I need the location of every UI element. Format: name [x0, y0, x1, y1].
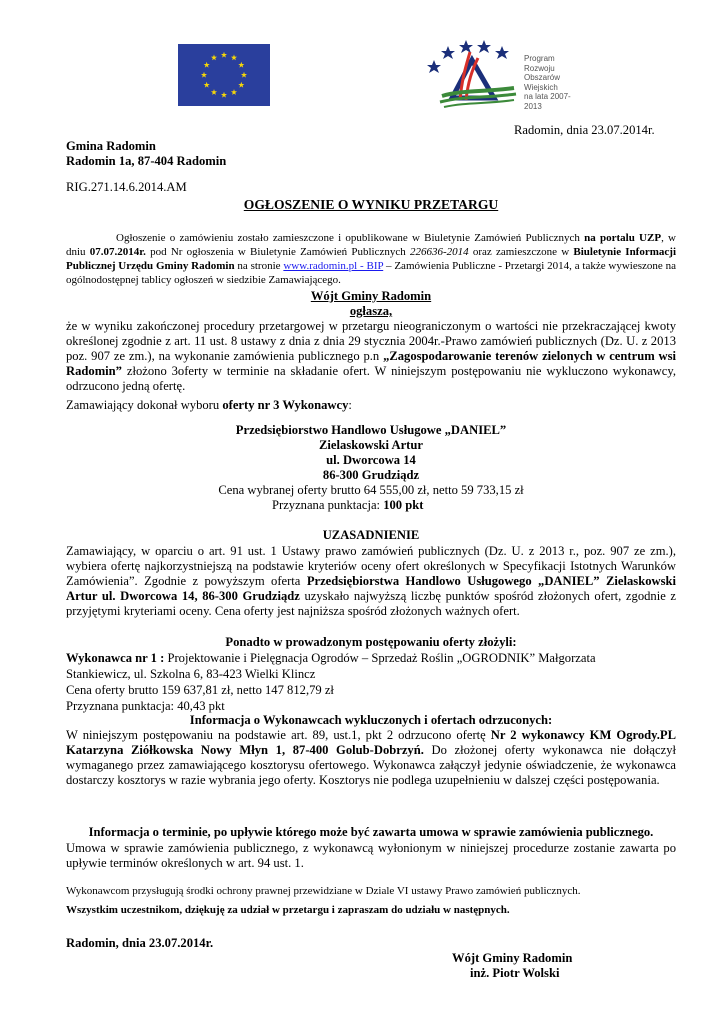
- winner-street: ul. Dworcowa 14: [326, 453, 416, 467]
- intro-bip: Biuletynie Informacji Publicznej Urzędu Gminy Radomin: [66, 246, 676, 272]
- prow-line: Obszarów: [524, 73, 561, 82]
- contract-paragraph: Umowa w sprawie zamówienia publicznego, z wykonawcą wyłonionym w niniejszej procedurze zostanie zawarta po upływie terminów określonych w art. 94 ust. 1.: [66, 841, 676, 870]
- justification-text: Zamawiający, w oparciu o art. 91 ust. 1 Ustawy prawo zamówień publicznych (Dz. U. z 2013 r., poz. 907 ze zm.), wybiera ofertę najkorzystniejszą na podstawie kryteriów oceny ofert określonych w Specyfikacji Istotnych Warunków Zamówienia”. Zgodnie z powyższym oferta: [66, 544, 676, 588]
- intro-text: , w dniu: [66, 232, 676, 258]
- intro-text: na stronie: [234, 260, 284, 272]
- other-offer-price: Cena oferty brutto 159 637,81 zł, netto 147 812,79 zł: [66, 683, 334, 697]
- points-label: Przyznana punktacja:: [272, 498, 384, 512]
- announce-verb: ogłasza,: [349, 304, 393, 318]
- prow-text: [524, 54, 572, 111]
- other-offer-label: Wykonawca nr 1 :: [66, 651, 165, 665]
- footer-place-date: Radomin, dnia 23.07.2014r.: [66, 936, 214, 950]
- procedure-text: złożono 3oferty w terminie na składanie ofert. W niniejszym postępowaniu nie wykluczono wykonawcy, odrzucono jedną ofertę.: [66, 364, 676, 393]
- prow-emblem-icon: [422, 38, 522, 110]
- prow-line: na lata 2007-2013: [524, 92, 571, 111]
- excluded-paragraph: [66, 728, 676, 788]
- intro-paragraph: [66, 231, 676, 287]
- other-offer-line2: Stankiewicz, ul. Szkolna 6, 83-423 Wielki Klincz: [66, 667, 316, 681]
- other-offer-text: Projektowanie i Pielęgnacja Ogrodów – Sprzedaż Roślin „OGRODNIK” Małgorzata: [164, 651, 596, 665]
- selection-text: :: [348, 398, 352, 412]
- intro-date: 07.07.2014r.: [89, 246, 146, 258]
- procedure-paragraph: [66, 319, 676, 394]
- excluded-text: Do złożonej oferty wykonawca nie dołączył wymaganego przez zamawiającego kosztorysu ofertowego. Wykonawca załączył jedynie oświadczenie, że wykonawca dostarczy kosztorys w razie wybrania jego oferty. Kosztorys nie podlega uzupełnieniu w dalszej części postępowania.: [66, 743, 676, 787]
- legal-remedies: Wykonawcom przysługują środki ochrony prawnej przewidziane w Dziale VI ustawy Prawo zamówień publicznych.: [66, 885, 581, 897]
- excluded-offer: Nr 2 wykonawcy KM Ogrody.PL Katarzyna Ziółkowska Nowy Młyn 1, 87-400 Golub-Dobrzyń.: [66, 728, 677, 757]
- contract-heading: Informacja o terminie, po upływie którego może być zawarta umowa w sprawie zamówienia publicznego.: [88, 825, 654, 839]
- org-address: Radomin 1a, 87-404 Radomin: [66, 154, 227, 168]
- winner-price: Cena wybranej oferty brutto 64 555,00 zł, netto 59 733,15 zł: [218, 483, 524, 497]
- justification-heading: UZASADNIENIE: [322, 528, 420, 542]
- reference-number: RIG.271.14.6.2014.AM: [66, 180, 187, 194]
- excluded-heading: Informacja o Wykonawcach wykluczonych i ofertach odrzuconych:: [189, 713, 553, 727]
- excluded-text: W niniejszym postępowaniu na podstawie art. 89, ust.1, pkt 2 odrzucono ofertę: [66, 728, 491, 742]
- winner-owner: Zielaskowski Artur: [319, 438, 423, 452]
- selection-text: Zamawiający dokonał wyboru: [66, 398, 223, 412]
- intro-text: pod Nr ogłoszenia w Biuletynie Zamówień Publicznych: [145, 246, 410, 258]
- intro-text: oraz zamieszczone w: [468, 246, 574, 258]
- selection-line: [66, 398, 676, 413]
- announcer: Wójt Gminy Radomin: [310, 289, 432, 303]
- justification-paragraph: [66, 544, 676, 619]
- thanks-note: Wszystkim uczestnikom, dziękuję za udział w przetargu i zapraszam do udziału w następnych.: [66, 904, 510, 916]
- prow-logo: [422, 38, 572, 110]
- procedure-text: że w wyniku zakończonej procedury przetargowej w przetargu nieograniczonym o wartości nie przekraczającej kwoty określonej zgodnie z art. 11 ust. 8 ustawy z dnia z dnia 29 stycznia 2004r.-Prawo zamówień publicznych (Dz. U. z 2013 poz. 907 ze zm.), na wykonanie zamówienia publicznego p.n: [66, 319, 676, 363]
- points-value: 100 pkt: [383, 498, 424, 512]
- document-title: OGŁOSZENIE O WYNIKU PRZETARGU: [243, 197, 499, 212]
- intro-notice-number: 226636-2014: [409, 246, 469, 258]
- intro-text: Ogłoszenie o zamówieniu zostało zamieszczone i opublikowane w Biuletynie Zamówień Publicznych: [116, 232, 585, 244]
- project-name: „Zagospodarowanie terenów zielonych w centrum wsi Radomin”: [66, 349, 677, 378]
- justification-winner: Przedsiębiorstwa Handlowo Usługowego „DANIEL” Zielaskowski Artur ul. Dworcowa 14, 86-300 Grudziądz: [66, 574, 676, 603]
- org-name: Gmina Radomin: [66, 139, 156, 153]
- winner-name: Przedsiębiorstwo Handlowo Usługowe „DANIEL”: [235, 423, 507, 437]
- selected-offer: oferty nr 3 Wykonawcy: [222, 398, 349, 412]
- justification-text: uzyskało najwyższą liczbę punktów spośród złożonych ofert, zgodnie z przyjętymi kryteriami oceny. Cena oferty jest najniższa spośród złożonych ważnych ofert.: [66, 589, 676, 618]
- prow-line: Program: [524, 54, 555, 63]
- eu-flag-logo: [178, 44, 270, 106]
- bip-link[interactable]: www.radomin.pl - BIP: [283, 260, 384, 272]
- signature-title: Wójt Gminy Radomin: [452, 951, 573, 965]
- date-line: Radomin, dnia 23.07.2014r.: [514, 123, 655, 137]
- prow-line: Rozwoju: [524, 63, 555, 73]
- winner-city: 86-300 Grudziądz: [322, 468, 420, 482]
- others-heading: Ponadto w prowadzonym postępowaniu oferty złożyli:: [225, 635, 517, 649]
- prow-line: Wiejskich: [524, 82, 558, 92]
- intro-text: – Zamówienia Publiczne - Przetargi 2014, a także wywieszone na ogólnodostępnej tablicy ogłoszeń w siedzibie Zamawiającego.: [66, 260, 676, 286]
- intro-portal: na portalu UZP: [584, 232, 662, 244]
- signature-name: inż. Piotr Wolski: [470, 966, 560, 980]
- other-offer-points: Przyznana punktacja: 40,43 pkt: [66, 699, 225, 713]
- winner-points: [272, 498, 423, 513]
- other-offer-line1: [66, 651, 676, 666]
